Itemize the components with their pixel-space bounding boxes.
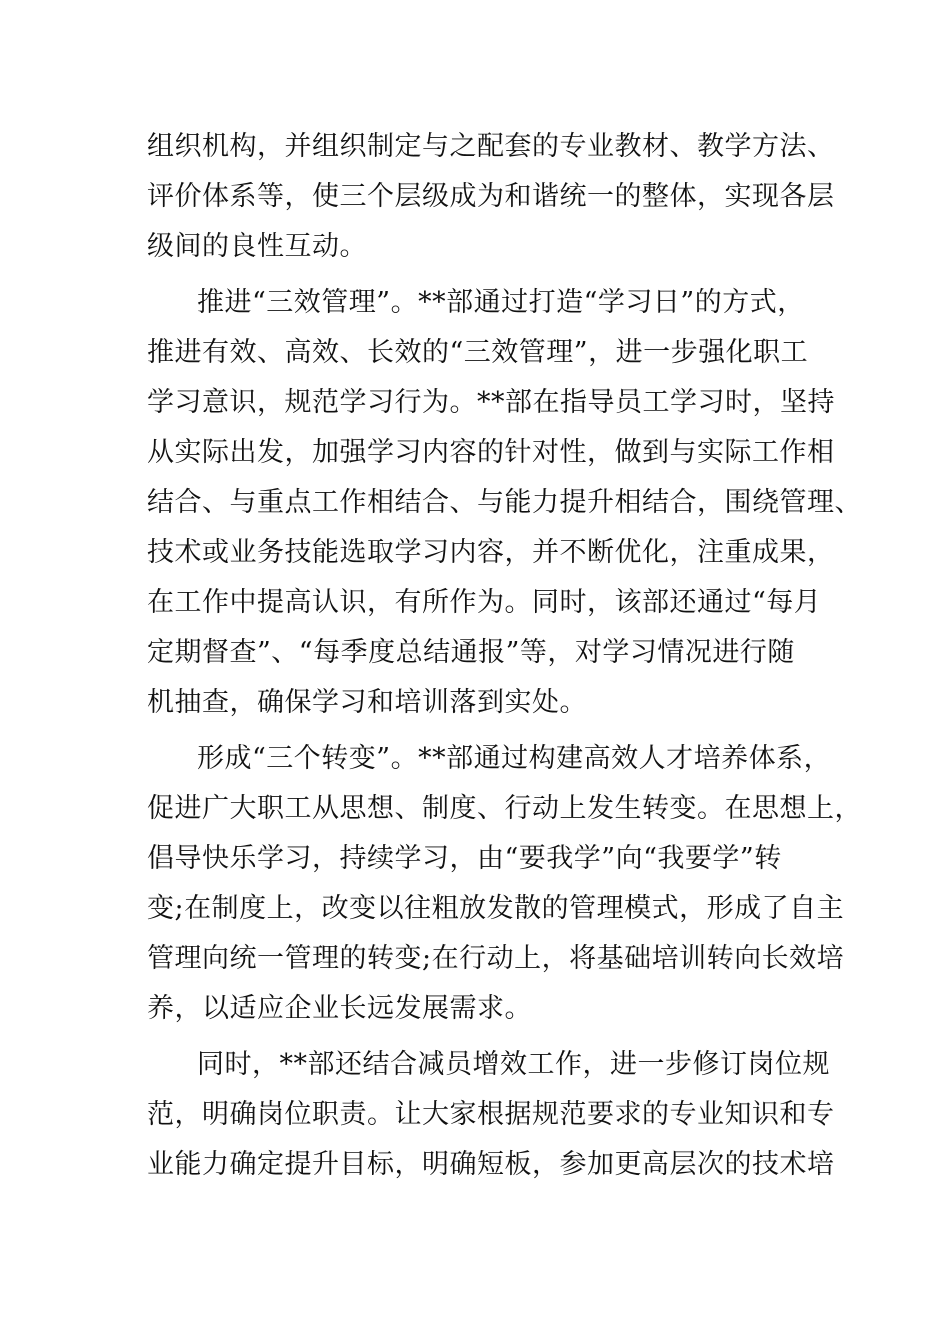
text-line: 业能力确定提升目标，明确短板，参加更高层次的技术培 bbox=[147, 1149, 835, 1180]
paragraph-4 bbox=[147, 1040, 835, 1190]
text-line: 在工作中提高认识，有所作为。同时，该部还通过“每月 bbox=[147, 587, 822, 618]
text-line: 级间的良性互动。 bbox=[147, 231, 367, 262]
text-line: 结合、与重点工作相结合、与能力提升相结合，围绕管理、 bbox=[147, 487, 862, 518]
text-line: 变;在制度上，改变以往粗放发散的管理模式，形成了自主 bbox=[147, 893, 845, 924]
text-line: 同时，**部还结合减员增效工作，进一步修订岗位规 bbox=[197, 1049, 830, 1080]
text-line: 评价体系等，使三个层级成为和谐统一的整体，实现各层 bbox=[147, 181, 835, 212]
text-line: 倡导快乐学习，持续学习，由“要我学”向“我要学”转 bbox=[147, 843, 782, 874]
text-line: 推进有效、高效、长效的“三效管理”，进一步强化职工 bbox=[147, 337, 809, 368]
text-line: 形成“三个转变”。**部通过构建高效人才培养体系， bbox=[197, 743, 832, 774]
text-line: 从实际出发，加强学习内容的针对性，做到与实际工作相 bbox=[147, 437, 835, 468]
text-line: 定期督查”、“每季度总结通报”等，对学习情况进行随 bbox=[147, 637, 795, 668]
paragraph-1 bbox=[147, 122, 835, 272]
paragraph-3 bbox=[147, 734, 862, 1034]
document-body bbox=[147, 122, 862, 1196]
paragraph-2 bbox=[147, 278, 862, 728]
text-line: 组织机构，并组织制定与之配套的专业教材、教学方法、 bbox=[147, 131, 835, 162]
text-line: 技术或业务技能选取学习内容，并不断优化，注重成果， bbox=[147, 537, 835, 568]
text-line: 促进广大职工从思想、制度、行动上发生转变。在思想上， bbox=[147, 793, 862, 824]
text-line: 推进“三效管理”。**部通过打造“学习日”的方式， bbox=[197, 287, 805, 318]
text-line: 养，以适应企业长远发展需求。 bbox=[147, 993, 532, 1024]
text-line: 范，明确岗位职责。让大家根据规范要求的专业知识和专 bbox=[147, 1099, 835, 1130]
text-line: 学习意识，规范学习行为。**部在指导员工学习时，坚持 bbox=[147, 387, 835, 418]
text-line: 机抽查，确保学习和培训落到实处。 bbox=[147, 687, 587, 718]
text-line: 管理向统一管理的转变;在行动上，将基础培训转向长效培 bbox=[147, 943, 845, 974]
